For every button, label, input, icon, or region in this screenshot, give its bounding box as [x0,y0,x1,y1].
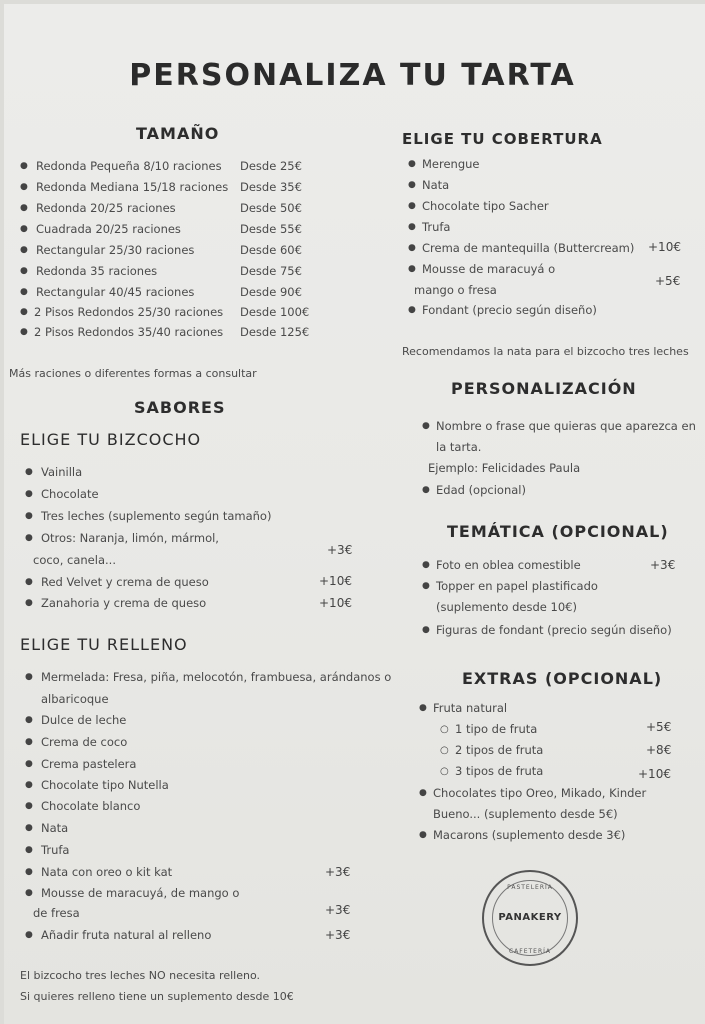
bullet-icon: ● [408,180,416,190]
list-item: Mousse de maracuyá o [422,262,556,276]
list-item: Nombre o frase que quieras que aparezca en [436,419,696,433]
list-item: Fondant (precio según diseño) [422,303,597,317]
list-item: Trufa [422,220,451,234]
list-item-price: +5€ [655,274,681,288]
bullet-icon: ● [20,224,28,234]
tematica-heading: TEMÁTICA (OPCIONAL) [447,522,669,541]
bullet-icon: ● [25,930,33,940]
bullet-icon: ● [25,598,33,608]
list-item: Cuadrada 20/25 raciones [36,222,181,236]
bullet-icon: ● [20,182,28,192]
list-item-continuation: mango o fresa [414,283,497,297]
list-item: Chocolate blanco [41,799,141,813]
bullet-icon: ● [25,823,33,833]
relleno-note: Si quieres relleno tiene un suplemento desde 10€ [20,990,294,1003]
relleno-note: El bizcocho tres leches NO necesita relleno. [20,969,260,982]
list-item: Crema de mantequilla (Buttercream) [422,241,635,255]
list-item-price: +10€ [638,767,671,781]
list-item: Nata [41,821,69,835]
bullet-icon: ● [422,560,430,570]
logo-top-text: PASTELERÍA [507,884,553,891]
bullet-icon: ● [408,201,416,211]
bullet-icon: ● [25,533,33,543]
bullet-icon: ● [422,485,430,495]
list-item: Nata [422,178,450,192]
list-item: Fruta natural [433,701,508,715]
cobertura-heading: ELIGE TU COBERTURA [402,130,603,148]
list-item: Mousse de maracuyá, de mango o [41,886,240,900]
bullet-icon: ● [422,421,430,431]
tamano-note: Más raciones o diferentes formas a consultar [9,367,257,380]
bullet-icon: ● [20,307,28,317]
list-item-continuation: de fresa [33,906,80,920]
list-item-price: +3€ [650,558,676,572]
list-item-price: +10€ [648,240,681,254]
list-item: Topper en papel plastificado [436,579,598,593]
tamano-heading: TAMAÑO [136,124,220,143]
list-item: Chocolate [41,487,99,501]
list-item: Figuras de fondant (precio según diseño) [436,623,672,637]
bullet-icon: ● [408,243,416,253]
bullet-icon: ● [408,222,416,232]
list-item-price: +5€ [646,720,672,734]
list-item: Chocolate tipo Sacher [422,199,549,213]
list-item-price: +10€ [319,574,352,588]
bizcocho-heading: ELIGE TU BIZCOCHO [20,430,202,449]
bullet-icon: ● [25,801,33,811]
bullet-icon: ● [25,867,33,877]
list-item: Crema de coco [41,735,128,749]
bullet-icon: ● [25,577,33,587]
bullet-icon: ● [20,266,28,276]
list-item-continuation: (suplemento desde 10€) [436,600,577,614]
list-item: Nata con oreo o kit kat [41,865,173,879]
circle-bullet-icon: ○ [440,745,449,756]
list-item: Chocolates tipo Oreo, Mikado, Kinder [433,786,647,800]
list-item: Foto en oblea comestible [436,558,581,572]
list-item: Otros: Naranja, limón, mármol, [41,531,219,545]
page-title: PERSONALIZA TU TARTA [129,58,576,93]
list-item: Vainilla [41,465,83,479]
list-item: Tres leches (suplemento según tamaño) [41,509,272,523]
list-item: Trufa [41,843,70,857]
relleno-heading: ELIGE TU RELLENO [20,635,188,654]
example-text: Ejemplo: Felicidades Paula [428,461,581,475]
list-item-price: Desde 100€ [240,305,310,319]
bullet-icon: ● [25,511,33,521]
list-item-price: +3€ [327,543,353,557]
list-item: Merengue [422,157,480,171]
bullet-icon: ● [20,327,28,337]
list-item-price: +3€ [325,865,351,879]
list-item-continuation: coco, canela... [33,553,116,567]
list-item: Chocolate tipo Nutella [41,778,169,792]
list-item: Rectangular 25/30 raciones [36,243,195,257]
list-item-price: Desde 35€ [240,180,302,194]
list-item-price: Desde 90€ [240,285,302,299]
list-item: Redonda 20/25 raciones [36,201,176,215]
extras-heading: EXTRAS (OPCIONAL) [462,669,663,688]
list-item-continuation: albaricoque [41,692,109,706]
bullet-icon: ● [25,715,33,725]
list-item-price: Desde 25€ [240,159,302,173]
bullet-icon: ● [408,305,416,315]
bullet-icon: ● [25,672,33,682]
bullet-icon: ● [25,888,33,898]
list-item: Redonda Mediana 15/18 raciones [36,180,229,194]
list-item-price: Desde 75€ [240,264,302,278]
bullet-icon: ● [408,159,416,169]
list-item: Añadir fruta natural al relleno [41,928,212,942]
personalizacion-heading: PERSONALIZACIÓN [451,379,637,398]
bullet-icon: ● [25,737,33,747]
list-item-price: Desde 60€ [240,243,302,257]
list-item: 2 Pisos Redondos 35/40 raciones [34,325,224,339]
bullet-icon: ● [419,788,427,798]
list-item: Redonda Pequeña 8/10 raciones [36,159,222,173]
list-item-price: +10€ [319,596,352,610]
bullet-icon: ● [20,161,28,171]
list-item-price: Desde 50€ [240,201,302,215]
list-item: Crema pastelera [41,757,137,771]
list-item-price: Desde 125€ [240,325,310,339]
list-item: Macarons (suplemento desde 3€) [433,828,626,842]
list-item-price: +3€ [325,928,351,942]
list-item: Zanahoria y crema de queso [41,596,207,610]
sub-list-item: 2 tipos de fruta [455,743,544,757]
bullet-icon: ● [20,287,28,297]
bullet-icon: ● [419,830,427,840]
bullet-icon: ● [25,780,33,790]
bullet-icon: ● [20,245,28,255]
list-item-continuation: Bueno... (suplemento desde 5€) [433,807,618,821]
sabores-heading: SABORES [134,398,226,417]
list-item-price: +8€ [646,743,672,757]
list-item-price: Desde 55€ [240,222,302,236]
bullet-icon: ● [422,625,430,635]
sub-list-item: 1 tipo de fruta [455,722,538,736]
bullet-icon: ● [408,264,416,274]
logo-bottom-text: CAFETERÍA [508,948,552,955]
bullet-icon: ● [25,489,33,499]
list-item: Rectangular 40/45 raciones [36,285,195,299]
circle-bullet-icon: ○ [440,724,449,735]
list-item-price: +3€ [325,903,351,917]
circle-bullet-icon: ○ [440,766,449,777]
list-item-continuation: la tarta. [436,440,482,454]
cobertura-note: Recomendamos la nata para el bizcocho tres leches [402,345,689,358]
bullet-icon: ● [25,845,33,855]
list-item: Red Velvet y crema de queso [41,575,209,589]
list-item: Redonda 35 raciones [36,264,158,278]
bullet-icon: ● [419,703,427,713]
list-item: Mermelada: Fresa, piña, melocotón, frambuesa, arándanos o [41,670,392,684]
list-item: Dulce de leche [41,713,127,727]
bullet-icon: ● [25,759,33,769]
list-item: Edad (opcional) [436,483,526,497]
list-item: 2 Pisos Redondos 25/30 raciones [34,305,224,319]
panakery-logo [482,870,578,966]
bullet-icon: ● [422,581,430,591]
bullet-icon: ● [25,467,33,477]
sub-list-item: 3 tipos de fruta [455,764,544,778]
bullet-icon: ● [20,203,28,213]
logo-name: PANAKERY [498,912,562,923]
